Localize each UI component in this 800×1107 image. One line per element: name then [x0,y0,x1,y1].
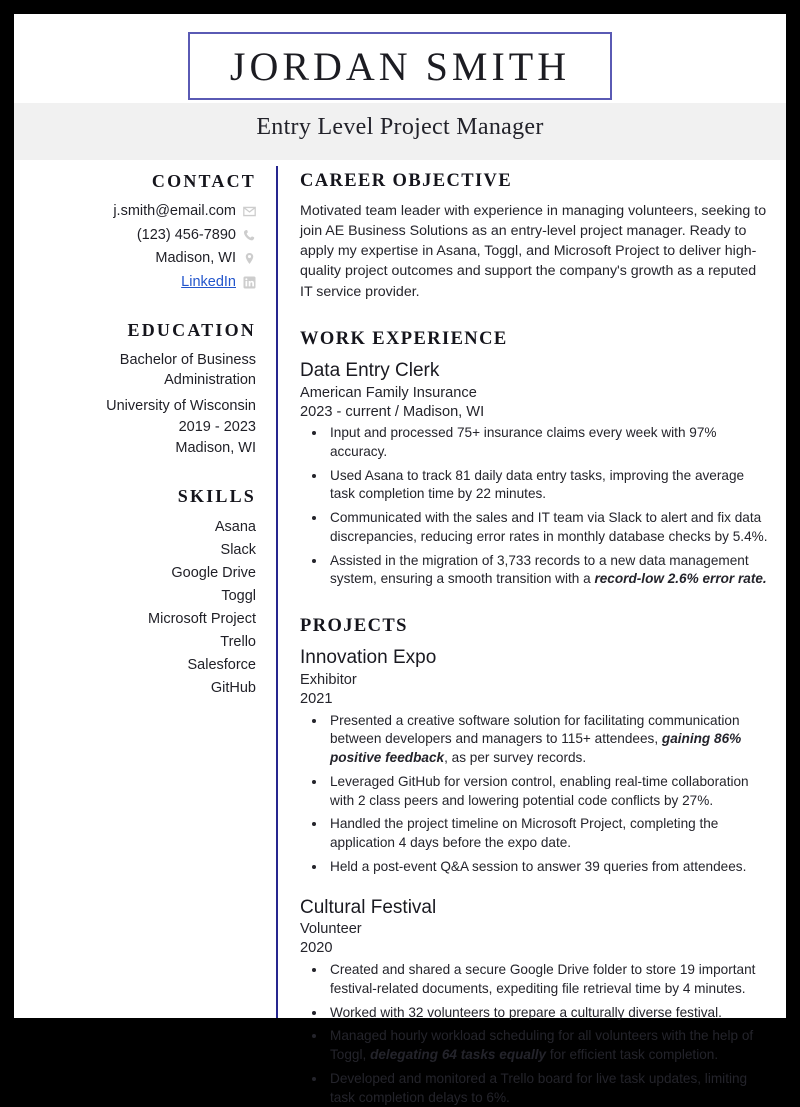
list-item: Toggl [221,588,256,605]
list-item: • Developed and monitored a Trello board for live task updates, limiting task completion delays to 6%. [327,1070,772,1107]
contact-item-location [28,249,256,269]
list-item: • Communicated with the sales and IT team via Slack to alert and fix data discrepancies, reducing error rates in monthly database checks by 5.4%. [327,509,772,547]
list-item: Asana [214,519,256,536]
career-objective-heading: CAREER OBJECTIVE [300,171,513,191]
education-years: 2019 - 2023 [178,418,256,435]
project-entry-meta: 2021 [300,690,333,707]
project-entry-title: Innovation Expo [300,647,437,669]
contact-email-text: j.smith@email.com [113,203,236,219]
skills-heading: SKILLS [177,486,256,507]
phone-icon [243,229,256,242]
project-entry-org: Volunteer [300,921,362,938]
work-entry-bullets [300,424,772,589]
list-item: • Used Asana to track 81 daily data entry tasks, improving the average task completion time by 22 minutes. [327,467,772,505]
education-location: Madison, WI [175,439,256,456]
list-item: • Leveraged GitHub for version control, enabling real-time collaboration with 2 class peers and lowering potential code conflicts by 27%. [327,773,772,811]
work-entry-org: American Family Insurance [300,384,477,401]
project-entry-meta: 2020 [300,940,333,957]
list-item: Slack [220,542,256,559]
education-block [28,351,256,458]
list-item: Trello [220,634,256,651]
list-item: GitHub [210,680,256,697]
resume-body [14,160,786,1105]
projects-heading: PROJECTS [300,616,408,637]
list-item: • Created and shared a secure Google Drive folder to store 19 important festival-related documents, expediting file retrieval time by 4 minutes. [327,961,772,999]
emphasis-text: delegating 64 tasks equally [370,1047,547,1062]
resume-page [14,14,786,1105]
list-item: • Worked with 32 volunteers to prepare a culturally diverse festival. [327,1004,772,1023]
emphasis-text: record-low 2.6% error rate. [594,571,767,587]
education-school: University of Wisconsin [106,398,256,415]
candidate-job-title: Entry Level Project Manager [256,114,544,140]
location-pin-icon [243,252,256,265]
list-item: • Held a post-event Q&A session to answer 39 queries from attendees. [327,858,772,877]
name-box [188,32,612,100]
resume-header [14,14,786,160]
linkedin-link[interactable]: LinkedIn [181,273,236,290]
list-item: • Assisted in the migration of 3,733 records to a new data management system, ensuring a smooth transition with a record-low 2.6% error rate. [327,552,772,590]
contact-item-phone [28,226,256,246]
list-item: • Handled the project timeline on Microsoft Project, completing the application 4 days before the expo date. [327,815,772,853]
career-objective-text: Motivated team leader with experience in managing volunteers, seeking to join AE Business Solutions as an entry-level project manager. Ready to apply my expertise in Asana, Toggl, and Microsoft Project to deliver high-quality project outcomes and support the company's growth as a reputed IT service provider. [300,203,767,300]
linkedin-icon[interactable] [243,276,256,289]
work-entry-meta: 2023 - current / Madison, WI [300,403,485,420]
list-item: • Presented a creative software solution for facilitating communication between developers and managers to 115+ attendees, gaining 86% positive feedback, as per survey records. [327,712,772,768]
skills-list [28,517,256,699]
work-entry [300,359,772,589]
education-degree: Bachelor of Business Administration [119,352,256,388]
emphasis-text: gaining 86% positive feedback [330,731,742,766]
contact-list [28,202,256,292]
contact-item-linkedin[interactable] [28,273,256,293]
envelope-icon [243,205,256,218]
work-entry-title: Data Entry Clerk [300,359,440,381]
list-item: Microsoft Project [148,611,256,628]
contact-heading: CONTACT [151,171,256,191]
project-entry [300,896,772,1107]
project-entry-title: Cultural Festival [300,896,437,918]
candidate-name: JORDAN SMITH [229,43,571,89]
contact-item-email [28,202,256,222]
list-item: • Managed hourly workload scheduling for all volunteers with the help of Toggl, delegating 64 tasks equally for efficient task completion. [327,1027,772,1065]
project-entry-bullets [300,712,772,877]
work-experience-heading: WORK EXPERIENCE [300,328,508,349]
project-entry-bullets [300,961,772,1107]
contact-phone-text: (123) 456-7890 [136,226,236,243]
list-item: Google Drive [171,565,256,582]
education-heading: EDUCATION [127,320,256,341]
main-content [278,160,786,1105]
project-entry-org: Exhibitor [300,671,357,688]
project-entry [300,646,772,876]
list-item: Salesforce [187,657,256,674]
sidebar [14,160,276,1018]
contact-location-text: Madison, WI [155,250,236,267]
list-item: • Input and processed 75+ insurance claims every week with 97% accuracy. [327,424,772,462]
